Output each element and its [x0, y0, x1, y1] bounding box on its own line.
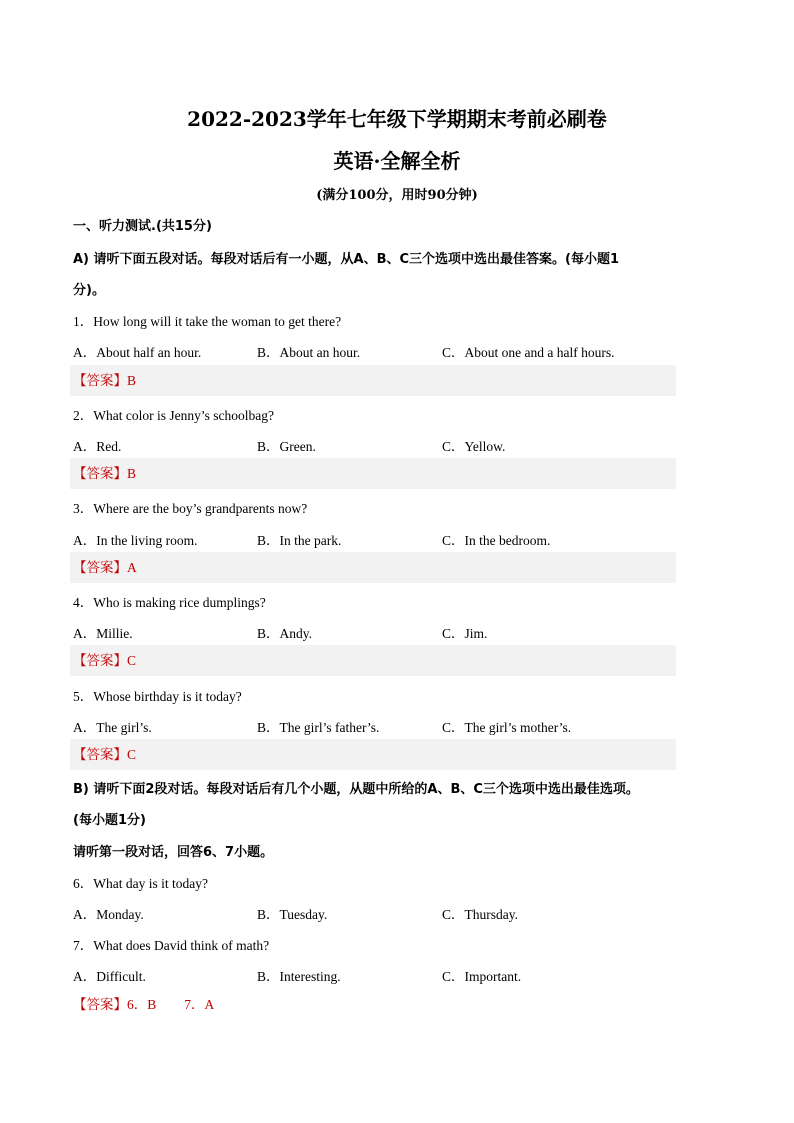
question-2-option-c: C．Yellow.	[442, 439, 506, 454]
question-7-option-b: B．Interesting.	[257, 969, 341, 984]
answer-value: B	[127, 373, 137, 388]
question-6-option-a: A．Monday.	[73, 907, 144, 922]
question-3-option-a: A．In the living room.	[73, 533, 198, 548]
answer-box-2	[70, 458, 676, 489]
answer-value: C	[127, 653, 137, 668]
question-7: 7．What does David think of math?	[73, 938, 270, 953]
question-7-option-c: C．Important.	[442, 969, 522, 984]
part-b-instruction-line1: B) 请听下面2段对话。每段对话后有几个小题，从题中所给的A、B、C三个选项中选出最佳选项。	[73, 782, 639, 797]
exam-note: (满分100分，用时90分钟)	[316, 188, 478, 203]
answer-label: 【答案】	[73, 747, 127, 763]
question-2-option-a: A．Red.	[73, 439, 122, 454]
question-1-option-c: C．About one and a half hours.	[442, 345, 615, 360]
question-2-option-b: B．Green.	[257, 439, 316, 454]
part-a-instruction-line2: 分)。	[73, 283, 105, 298]
answer-box-4	[70, 645, 676, 676]
section-heading: 一、听力测试.(共15分)	[73, 219, 212, 234]
question-4-option-c: C．Jim.	[442, 626, 488, 641]
question-5-option-c: C．The girl’s mother’s.	[442, 720, 572, 735]
answer-box-3	[70, 552, 676, 583]
answer-label: 【答案】	[73, 997, 127, 1013]
exam-subtitle: 英语·全解全析	[333, 149, 461, 173]
answer-label: 【答案】	[73, 373, 127, 389]
question-3-option-b: B．In the park.	[257, 533, 342, 548]
part-b-instruction-line2: (每小题1分)	[73, 813, 146, 828]
part-b-dialogue-instruction: 请听第一段对话，回答6、7小题。	[73, 845, 274, 860]
question-4: 4．Who is making rice dumplings?	[73, 595, 266, 610]
question-3-option-c: C．In the bedroom.	[442, 533, 551, 548]
question-6-option-c: C．Thursday.	[442, 907, 518, 922]
answer-value: B	[127, 466, 137, 481]
question-1-option-a: A．About half an hour.	[73, 345, 202, 360]
answer-box-6-7	[70, 989, 676, 1020]
question-4-option-a: A．Millie.	[73, 626, 133, 641]
question-1-option-b: B．About an hour.	[257, 345, 361, 360]
question-5-option-b: B．The girl’s father’s.	[257, 720, 380, 735]
answer-box-5	[70, 739, 676, 770]
answer-label: 【答案】	[73, 560, 127, 576]
question-5: 5．Whose birthday is it today?	[73, 689, 242, 704]
answer-value: A	[127, 560, 137, 575]
answer-box-1	[70, 365, 676, 396]
question-6-option-b: B．Tuesday.	[257, 907, 328, 922]
question-3: 3．Where are the boy’s grandparents now?	[73, 501, 308, 516]
part-a-instruction-line1: A) 请听下面五段对话。每段对话后有一小题，从A、B、C三个选项中选出最佳答案。(每小题1	[73, 252, 620, 267]
question-4-option-b: B．Andy.	[257, 626, 313, 641]
question-6: 6．What day is it today?	[73, 876, 208, 891]
question-2: 2．What color is Jenny’s schoolbag?	[73, 408, 274, 423]
question-1: 1．How long will it take the woman to get there?	[73, 314, 342, 329]
exam-title: 2022-2023学年七年级下学期期末考前必刷卷	[187, 107, 607, 131]
question-7-option-a: A．Difficult.	[73, 969, 146, 984]
answer-value: C	[127, 747, 137, 762]
answer-label: 【答案】	[73, 466, 127, 482]
answer-value-7: 7．A	[184, 997, 215, 1012]
answer-label: 【答案】	[73, 653, 127, 669]
question-5-option-a: A．The girl’s.	[73, 720, 152, 735]
answer-value-6: 6．B	[127, 997, 157, 1012]
